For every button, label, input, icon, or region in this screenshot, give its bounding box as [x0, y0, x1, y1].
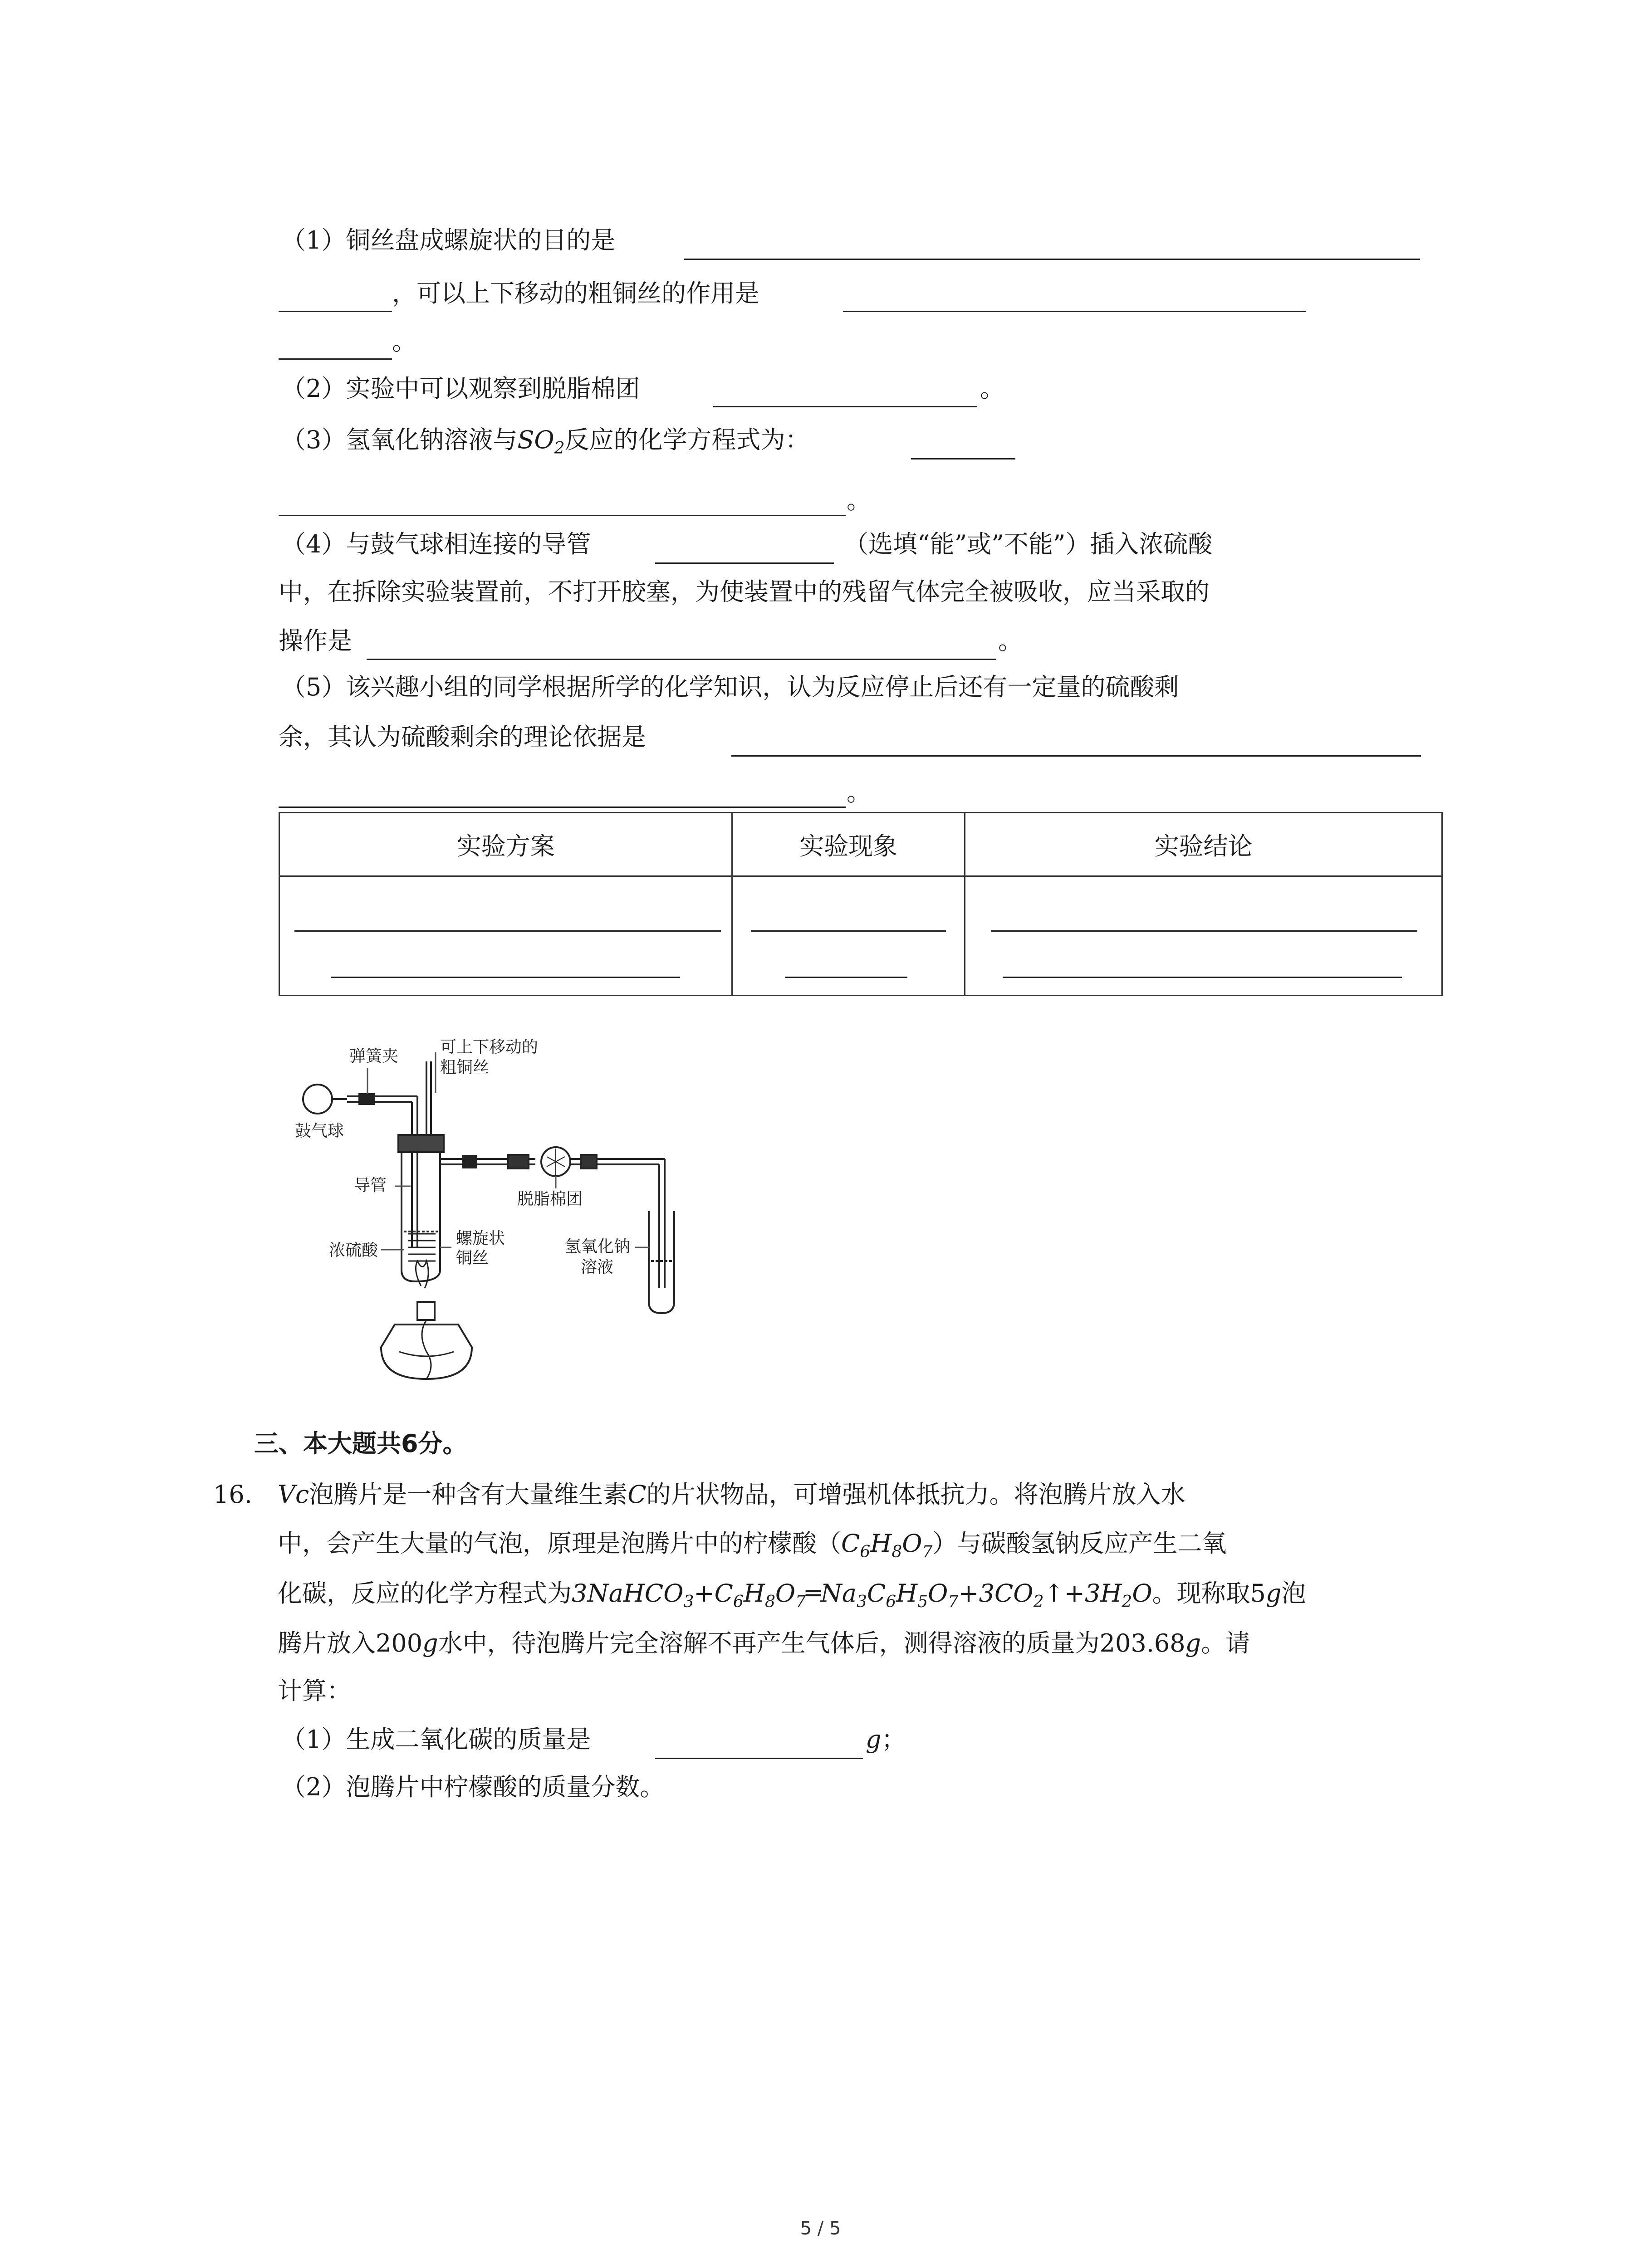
citric-acid-formula: $C_6H_8O_7$ [841, 1529, 933, 1561]
q16-number: 16. [213, 1480, 252, 1509]
q15-part1-blank-a[interactable] [684, 259, 1420, 260]
label-movable-2: 粗铜丝 [440, 1058, 490, 1077]
q15-part5-line1: （5）该兴趣小组的同学根据所学的化学知识，认为反应停止后还有一定量的硫酸剩 [281, 673, 1179, 701]
table-cell-conclusion [965, 876, 1442, 996]
experiment-table [279, 812, 1443, 996]
q16-line1: Vc泡腾片是一种含有大量维生素C的片状物品，可增强机体抵抗力。将泡腾片放入水 [278, 1480, 1185, 1509]
q16-sub2: （2）泡腾片中柠檬酸的质量分数。 [281, 1773, 665, 1801]
label-spiral-2: 铜丝 [456, 1249, 489, 1267]
table-header-plan: 实验方案 [279, 813, 732, 876]
q15-part2-blank[interactable] [713, 406, 977, 407]
phenomenon-blank-2[interactable] [785, 977, 907, 978]
table-cell-phenomenon [732, 876, 965, 996]
label-cotton: 脱脂棉团 [517, 1190, 583, 1208]
label-tube: 导管 [354, 1176, 387, 1195]
conclusion-blank-1[interactable] [991, 930, 1417, 932]
q15-part4-end: 。 [998, 626, 1023, 655]
label-acid: 浓硫酸 [329, 1241, 378, 1260]
label-naoh-1: 氢氧化钠 [565, 1237, 631, 1256]
phenomenon-blank-1[interactable] [751, 930, 946, 932]
q16-sub1: （1）生成二氧化碳的质量是 [281, 1725, 591, 1754]
q16-line2: 中，会产生大量的气泡，原理是泡腾片中的柠檬酸$(C_6H_8O_7)$与碳酸氢钠反应产生二氧 [278, 1529, 1227, 1561]
reaction-equation: $3NaHCO_3+C_6H_8O_7═Na_3C_6H_5O_7+3CO_2↑+3H_2O$ [572, 1579, 1152, 1611]
conclusion-blank-2[interactable] [1003, 977, 1402, 978]
q15-part4-blank-b[interactable] [367, 659, 996, 660]
apparatus-diagram [290, 1034, 699, 1388]
label-movable-1: 可上下移动的 [440, 1038, 539, 1056]
table-header-conclusion: 实验结论 [965, 813, 1442, 876]
q15-part5-end: 。 [847, 778, 871, 807]
rubber-bulb-icon [303, 1085, 332, 1114]
q15-part4-line3: 操作是 [279, 626, 352, 655]
q15-part1-line2: ，可以上下移动的粗铜丝的作用是 [392, 279, 759, 308]
q15-part3-end: 。 [847, 486, 871, 514]
page-number: 5 / 5 [800, 2218, 841, 2239]
table-cell-plan [279, 876, 732, 996]
label-naoh-2: 溶液 [581, 1258, 614, 1276]
q15-part4-line1b: （选填“能”或”不能”）插入浓硫酸 [844, 530, 1213, 558]
label-spiral-1: 螺旋状 [456, 1229, 505, 1248]
q15-part5-line2: 余，其认为硫酸剩余的理论依据是 [279, 723, 646, 751]
q15-part4-blank-a[interactable] [655, 562, 834, 564]
q15-part1-blank-b-cont[interactable] [279, 358, 392, 360]
q16-line4: 腾片放入200g水中，待泡腾片完全溶解不再产生气体后，测得溶液的质量为203.68g。请 [278, 1629, 1250, 1657]
table-header-phenomenon: 实验现象 [732, 813, 965, 876]
q15-part1-blank-b[interactable] [843, 311, 1306, 312]
q15-part4-line1: （4）与鼓气球相连接的导管 [281, 530, 591, 558]
q15-part2-end: 。 [980, 374, 1004, 403]
q16-line5: 计算： [278, 1677, 351, 1705]
plan-blank-1[interactable] [294, 930, 721, 932]
q15-part5-blank-a[interactable] [731, 755, 1421, 757]
q15-part3-blank-a[interactable] [911, 458, 1015, 459]
q15-part1-line1: （1）铜丝盘成螺旋状的目的是 [281, 226, 616, 254]
q16-sub1-end: g； [866, 1725, 906, 1754]
label-spring-clip: 弹簧夹 [349, 1047, 399, 1066]
q15-part3: （3）氢氧化钠溶液与$SO_2$反应的化学方程式为： [281, 425, 810, 458]
section-3-heading: 三、本大题共6分。 [254, 1429, 467, 1458]
label-bulb: 鼓气球 [295, 1122, 344, 1140]
q15-part2: （2）实验中可以观察到脱脂棉团 [281, 374, 640, 403]
plan-blank-2[interactable] [331, 977, 680, 978]
q15-part1-blank-a-cont[interactable] [279, 311, 392, 312]
q15-part1-end: 。 [392, 327, 416, 356]
q15-part3-blank-b[interactable] [279, 515, 846, 516]
q16-line3: 化碳，反应的化学方程式为$3NaHCO_3+C_6H_8O_7═Na_3C_6H_5O_7+3CO_2↑+3H_2O$。现称取5g泡 [278, 1579, 1306, 1611]
q15-part4-line2: 中，在拆除实验装置前，不打开胶塞，为使装置中的残留气体完全被吸收，应当采取的 [279, 577, 1210, 606]
q15-part5-blank-b[interactable] [279, 807, 846, 808]
q16-sub1-blank[interactable] [655, 1758, 863, 1759]
